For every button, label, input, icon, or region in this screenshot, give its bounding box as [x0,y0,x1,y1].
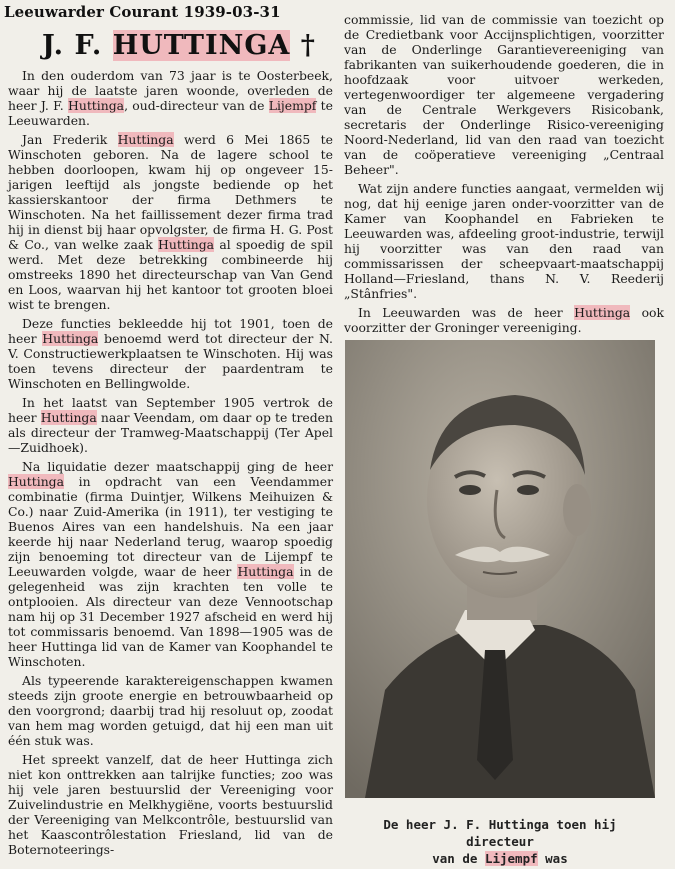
highlighted-name: Lijempf [268,98,317,113]
portrait-illustration [345,340,655,798]
text-run: ook voorzitter der Groninger vereeniging. [344,305,664,335]
text-run: in de gelegenheid was zijn krachten ten volle te ontplooien. Als directeur van deze Vennootschap nam hij op 31 December 1927 afscheid en werd hij tot commissaris benoemd. Van 1898—1905 was de heer Huttinga lid van de Kamer van Koophandel te Winschoten. [8,564,334,669]
headline-initials: J. F. [42,30,113,61]
text-run: naar Veendam, om daar op te treden als directeur der Tramweg-Maatschappij (Ter Apel—Zuidhoek). [8,410,333,455]
paragraph [8,752,333,857]
caption-highlight: Lijempf [484,851,538,866]
paragraph [344,305,664,335]
masthead: Leeuwarder Courant 1939-03-31 [4,3,281,21]
cross-symbol: † [300,30,316,61]
paragraph [344,12,664,177]
photo-caption [350,816,650,867]
highlighted-name: Huttinga [574,305,631,320]
text-run: commissie, lid van de commissie van toezicht op de Credietbank voor Accijnsplichtigen, voorzitter van de Onderlinge Garantievereeniging van fabrikanten van suikerhoudende goederen, die in hoofdzaak voor uitvoer werkeden, vertegenwoordiger ter algemeene vergadering van de Centrale Werkgevers Risicobank, secretaris der Onderlinge Risico-vereeniging Noord-Nederland, lid van den raad van toezicht van de coöperatieve vereeniging „Centraal Beheer". [344,12,664,177]
paragraph [8,316,333,391]
paragraph [344,181,664,301]
highlighted-name: Huttinga [158,237,215,252]
text-run: Jan Frederik [22,132,118,147]
right-text-column [344,12,664,339]
text-run: In Leeuwarden was de heer [358,305,575,320]
text-run: Het spreekt vanzelf, dat de heer Huttinga zich niet kon onttrekken aan talrijke functies; zoo was hij vele jaren bestuurslid der Vereeniging voor Zuivelindustrie en Melkhygiëne, voorts bestuurslid der Vereeniging van Melkcontrôle, bestuurslid van het Kaascontrôlestation Friesland, lid van de Boternoteerings- [8,752,333,857]
text-run: te Leeuwarden. [8,98,333,128]
highlighted-name: Huttinga [117,132,174,147]
portrait-photo [345,340,655,798]
text-run: Wat zijn andere functies aangaat, vermelden wij nog, dat hij eenige jaren onder-voorzitter van de Kamer van Koophandel en Fabrieken te Leeuwarden was, afdeeling groot-industrie, terwijl hij voorzitter was van den raad van commissarissen der scheepvaart-maatschappij Holland—Friesland, thans N. V. Reederij „Stânfries". [344,181,664,301]
text-run: Na liquidatie dezer maatschappij ging de heer [22,459,333,474]
text-run: Deze functies bekleedde hij tot 1901, toen de heer [8,316,333,346]
text-run: in opdracht van een Veendammer combinatie (firma Duintjer, Wilkens Meihuizen & Co.) naar Zuid-Amerika (in 1911), ter vestiging te Buenos Aires van een handelshuis. Na een jaar keerde hij naar Nederland terug, waarop spoedig zijn benoeming tot directeur van de Lijempf te Leeuwarden volgde, waar de heer [8,474,333,579]
text-run: , oud-directeur van de [124,98,269,113]
highlighted-name: Huttinga [42,331,99,346]
text-run: werd 6 Mei 1865 te Winschoten geboren. Na de lagere school te hebben doorloopen, kwam hij op ongeveer 15-jarigen leeftijd als jongste bediende op het kassierskantoor der firma Dethmers te Winschoten. Na het faillissement dezer firma trad hij in dienst bij haar opvolgster, de firma H. G. Post & Co., van welke zaak [8,132,333,252]
text-run: benoemd werd tot directeur der N. V. Constructiewerkplaatsen te Winschoten. Hij was toen tevens directeur der paardentram te Winschoten en Bellingwolde. [8,331,334,391]
text-run: In het laatst van September 1905 vertrok de heer [8,395,333,425]
paragraph [8,68,333,128]
highlighted-name: Huttinga [40,410,97,425]
caption-line-2: van de Lijempf was [432,851,568,866]
left-text-column [8,68,333,861]
text-run: In den ouderdom van 73 jaar is te Oosterbeek, waar hij de laatste jaren woonde, overleden de heer J. F. [8,68,333,113]
text-run: al spoedig de spil werd. Met deze betrekking combineerde hij omstreeks 1890 het directeurschap van Van Gend en Loos, waarvan hij het kantoor tot grooten bloei wist te brengen. [8,237,333,312]
paragraph [8,395,333,455]
text-run: Als typeerende karaktereigenschappen kwamen steeds zijn groote energie en betrouwbaarheid op den voorgrond; daarbij trad hij resoluut op, zoodat van hem mag worden getuigd, dat hij een man uit één stuk was. [8,673,333,748]
highlighted-name: Huttinga [237,564,294,579]
paragraph [8,673,333,748]
headline-surname: HUTTINGA [112,30,291,61]
highlighted-name: Huttinga [8,474,65,489]
paragraph [8,459,333,669]
obituary-headline [42,30,316,61]
paragraph [8,132,333,312]
caption-line-1: De heer J. F. Huttinga toen hij directeur [383,817,617,849]
highlighted-name: Huttinga [68,98,125,113]
